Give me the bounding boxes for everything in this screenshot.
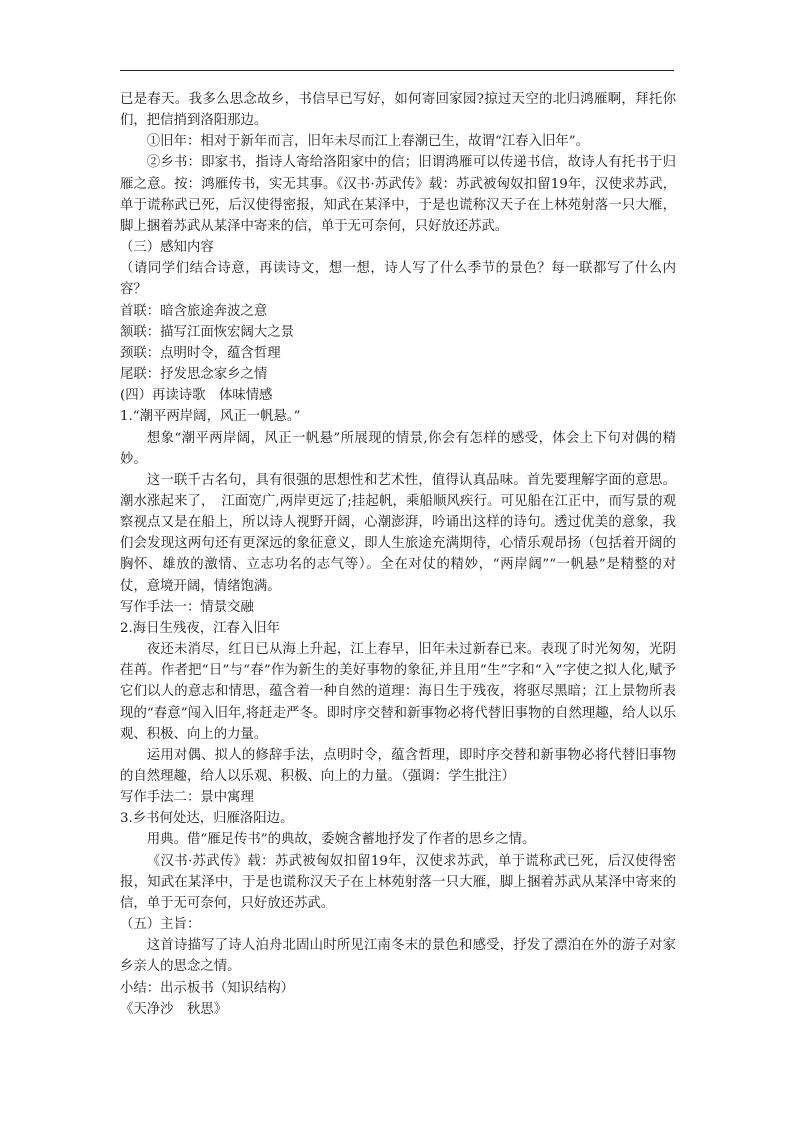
couplet-shoulian: 首联：暗含旅途奔波之意 [120, 303, 268, 319]
section-heading-3: （三）感知内容 [120, 240, 214, 256]
theme-paragraph: 这首诗描写了诗人泊舟北固山时所见江南冬末的景色和感受，抒发了漂泊在外的游子对家乡亲人的思念之情。 [120, 938, 676, 975]
item-1-question: 想象“潮平两岸阔，风正一帆悬”所展现的情景,你会有怎样的感受，体会上下句对偶的精妙。 [120, 430, 676, 467]
section-heading-5: （五）主旨： [120, 917, 201, 933]
footnote-1: ①旧年：相对于新年而言，旧年未尽而江上春潮已生，故谓“江春入旧年”。 [146, 134, 589, 150]
discussion-question: （请同学们结合诗意，再读诗文，想一想，诗人写了什么季节的景色？每一联都写了什么内容？ [120, 261, 676, 298]
item-3-allusion: 用典。借“雁足传书”的典故，委婉含蓄地抒发了作者的思乡之情。 [146, 832, 536, 848]
next-poem-title: 《天净沙 秋思》 [120, 1001, 228, 1017]
item-3-story: 《汉书·苏武传》载：苏武被匈奴扣留19年，汉使求苏武，单于谎称武已死，后汉使得密报，知武在某泽中，于是也谎称汉天子在上林苑射落一只大雁，脚上捆着苏武从某泽中寄来的信，单于无可奈何，只好放还苏武。 [120, 853, 676, 911]
summary-line: 小结：出示板书（知识结构） [120, 980, 295, 996]
header-rule [120, 70, 674, 71]
section-heading-4: (四）再读诗歌 体味情感 [120, 388, 273, 404]
item-3-title: 3.乡书何处达，归雁洛阳边。 [120, 811, 294, 827]
couplet-hanlian: 颔联：描写江面恢宏阔大之景 [120, 324, 295, 340]
technique-2: 写作手法二：景中寓理 [120, 790, 254, 806]
item-2-title: 2.海日生残夜，江春入旧年 [120, 620, 281, 636]
translation-paragraph: 已是春天。我多么思念故乡，书信早已写好，如何寄回家园?掠过天空的北归鸿雁啊，拜托你们，把信捎到洛阳那边。 [120, 92, 676, 129]
footnote-2: ②乡书：即家书，指诗人寄给洛阳家中的信；旧谓鸿雁可以传递书信，故诗人有托书于归雁之意。按：鸿雁传书，实无其事。《汉书·苏武传》载：苏武被匈奴扣留19年，汉使求苏武，单于谎称武已死，后汉使得密报，知武在某泽中，于是也谎称汉天子在上林苑射落一只大雁，脚上捆着苏武从某泽中寄来的信，单于无可奈何，只好放还苏武。 [120, 155, 676, 234]
couplet-weilian: 尾联：抒发思念家乡之情 [120, 367, 268, 383]
technique-1: 写作手法一：情景交融 [120, 599, 254, 615]
couplet-jinglian: 颈联：点明时令，蕴含哲理 [120, 345, 281, 361]
item-1-title: 1.“潮平两岸阔，风正一帆悬。” [120, 409, 301, 425]
item-1-analysis: 这一联千古名句，具有很强的思想性和艺术性，值得认真品味。首先要理解字面的意思。潮水涨起来了， 江面宽广,两岸更远了;挂起帆，乘船顺风疾行。可见船在江正中，而写景的观察视点又是在船上，所以诗人视野开阔，心潮澎湃，吟诵出这样的诗句。透过优美的意象，我们会发现这两句还有更深远的象征意义，即人生旅途充满期待，心情乐观昂扬（包括着开阔的胸怀、雄放的激情、立志功名的志气等）。全在对仗的精妙，“两岸阔”“一帆悬”是精整的对仗，意境开阔，情绪饱满。 [120, 472, 676, 594]
document-body [120, 89, 676, 1020]
item-2-analysis: 夜还未消尽，红日已从海上升起，江上春早，旧年未过新春已来。表现了时光匆匆，光阴荏苒。作者把“日”与“春”作为新生的美好事物的象征,并且用“生”字和“入”字使之拟人化,赋予它们以人的意志和情思，蕴含着一种自然的道理：海日生于残夜，将驱尽黑暗；江上景物所表现的“春意”闯入旧年,将赶走严冬。即时序交替和新事物必将代替旧事物的自然理趣，给人以乐观、积极、向上的力量。 [120, 642, 676, 742]
item-2-summary: 运用对偶、拟人的修辞手法，点明时令，蕴含哲理，即时序交替和新事物必将代替旧事物的自然理趣，给人以乐观、积极、向上的力量。（强调：学生批注） [120, 747, 676, 784]
